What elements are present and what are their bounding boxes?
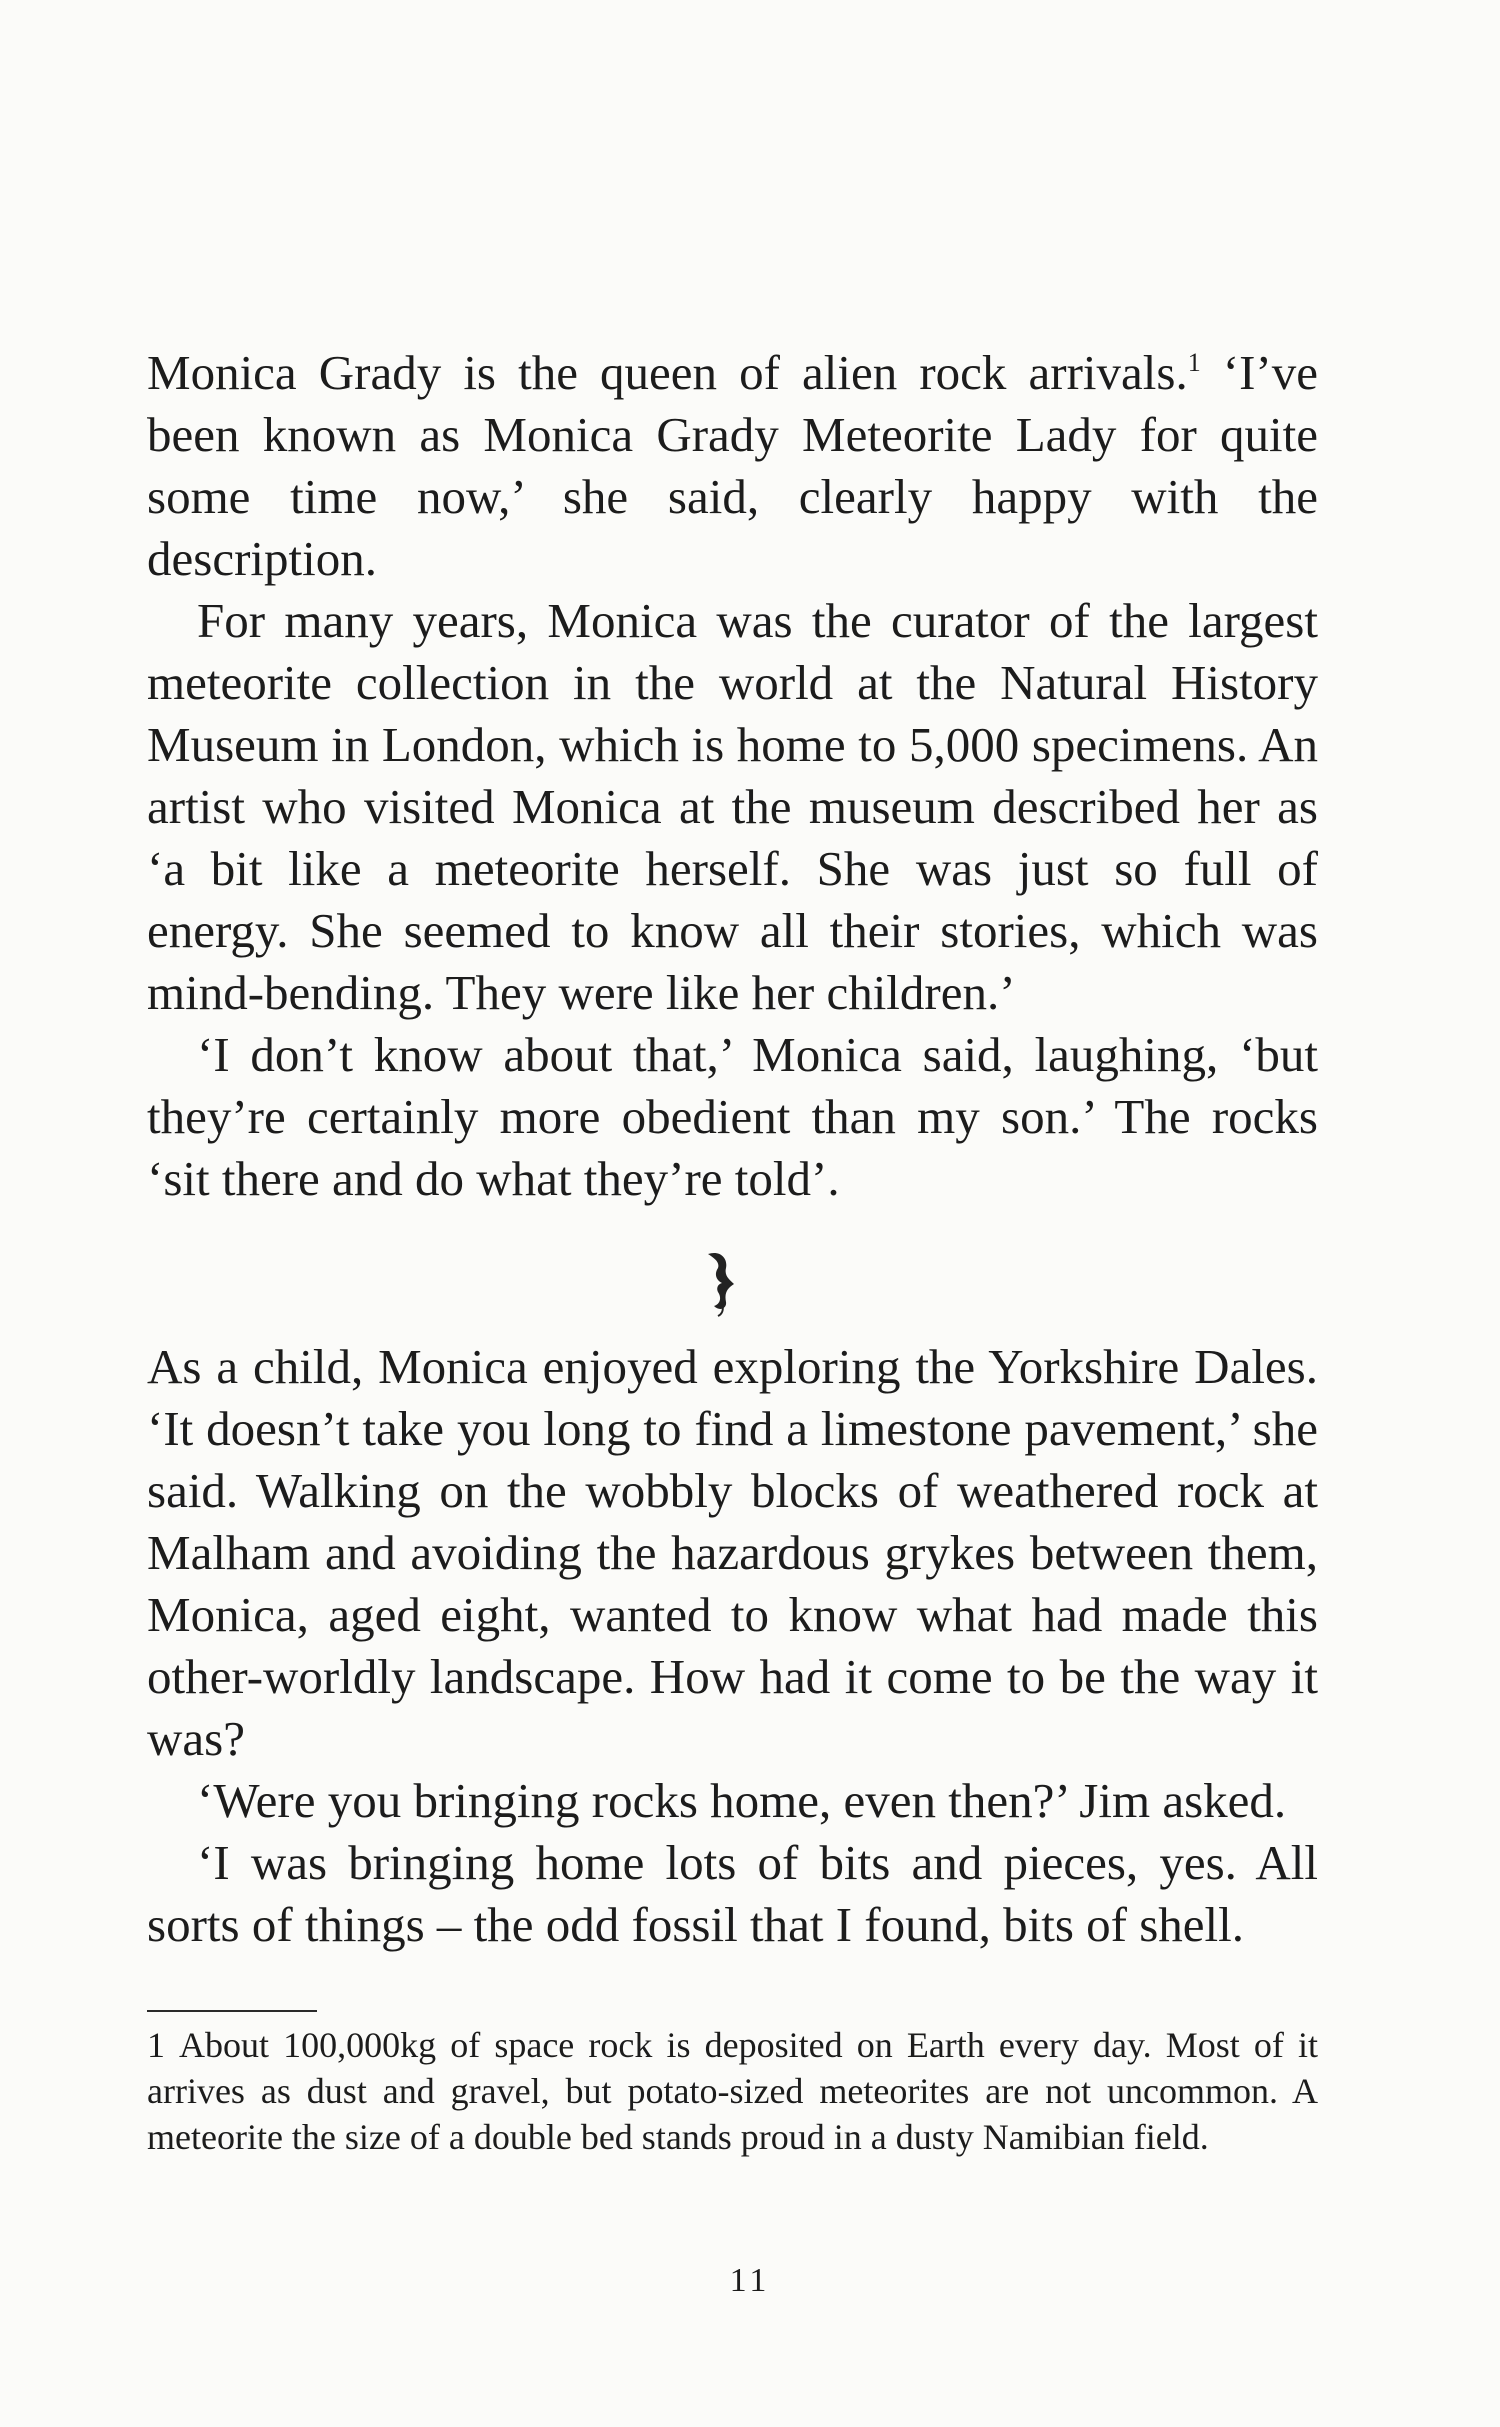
paragraph-5: ‘Were you bringing rocks home, even then?’ Jim asked. [197, 1773, 1287, 1828]
footnote-number: 1 [147, 2025, 165, 2065]
paragraph-6: ‘I was bringing home lots of bits and pieces, yes. All sorts of things – the odd fossil that I found, bits of shell. [147, 1835, 1318, 1952]
footnote-reference[interactable]: 1 [1187, 348, 1201, 377]
paragraph-1-text: Monica Grady is the queen of alien rock arrivals. [147, 345, 1188, 400]
ornament-icon [700, 1248, 740, 1318]
paragraph-4: As a child, Monica enjoyed exploring the Yorkshire Dales. ‘It doesn’t take you long to find a limestone pavement,’ she said. Walking on the wobbly blocks of weathered rock at Malham and avoiding the hazardous grykes between them, Monica, aged eight, wanted to know what had made this other-worldly landscape. How had it come to be the way it was? [147, 1339, 1318, 1766]
page-number: 11 [729, 2262, 771, 2299]
paragraph-2: For many years, Monica was the curator of the largest meteorite collection in the world at the Natural History Museum in London, which is home to 5,000 specimens. An artist who visited Monica at the museum described her as ‘a bit like a meteorite herself. She was just so full of energy. She seemed to know all their stories, which was mind-bending. They were like her children.’ [147, 593, 1318, 1020]
paragraph-3: ‘I don’t know about that,’ Monica said, laughing, ‘but they’re certainly more obedient than my son.’ The rocks ‘sit there and do what they’re told’. [147, 1027, 1318, 1206]
footnote-divider [147, 2010, 317, 2012]
footnote-text: About 100,000kg of space rock is deposited on Earth every day. Most of it arrives as dust and gravel, but potato-sized meteorites are not uncommon. A meteorite the size of a double bed stands proud in a dusty Namibian field. [147, 2025, 1318, 2157]
paragraph-1-text-after: ‘I’ve been known as Monica Grady Meteorite Lady for quite some time now,’ she said, clearly happy with the description. [147, 345, 1318, 586]
body-text-top [147, 342, 1318, 1210]
footnote [147, 2022, 1318, 2160]
body-text-bottom [147, 1336, 1318, 1956]
paragraph-1 [147, 342, 1318, 590]
